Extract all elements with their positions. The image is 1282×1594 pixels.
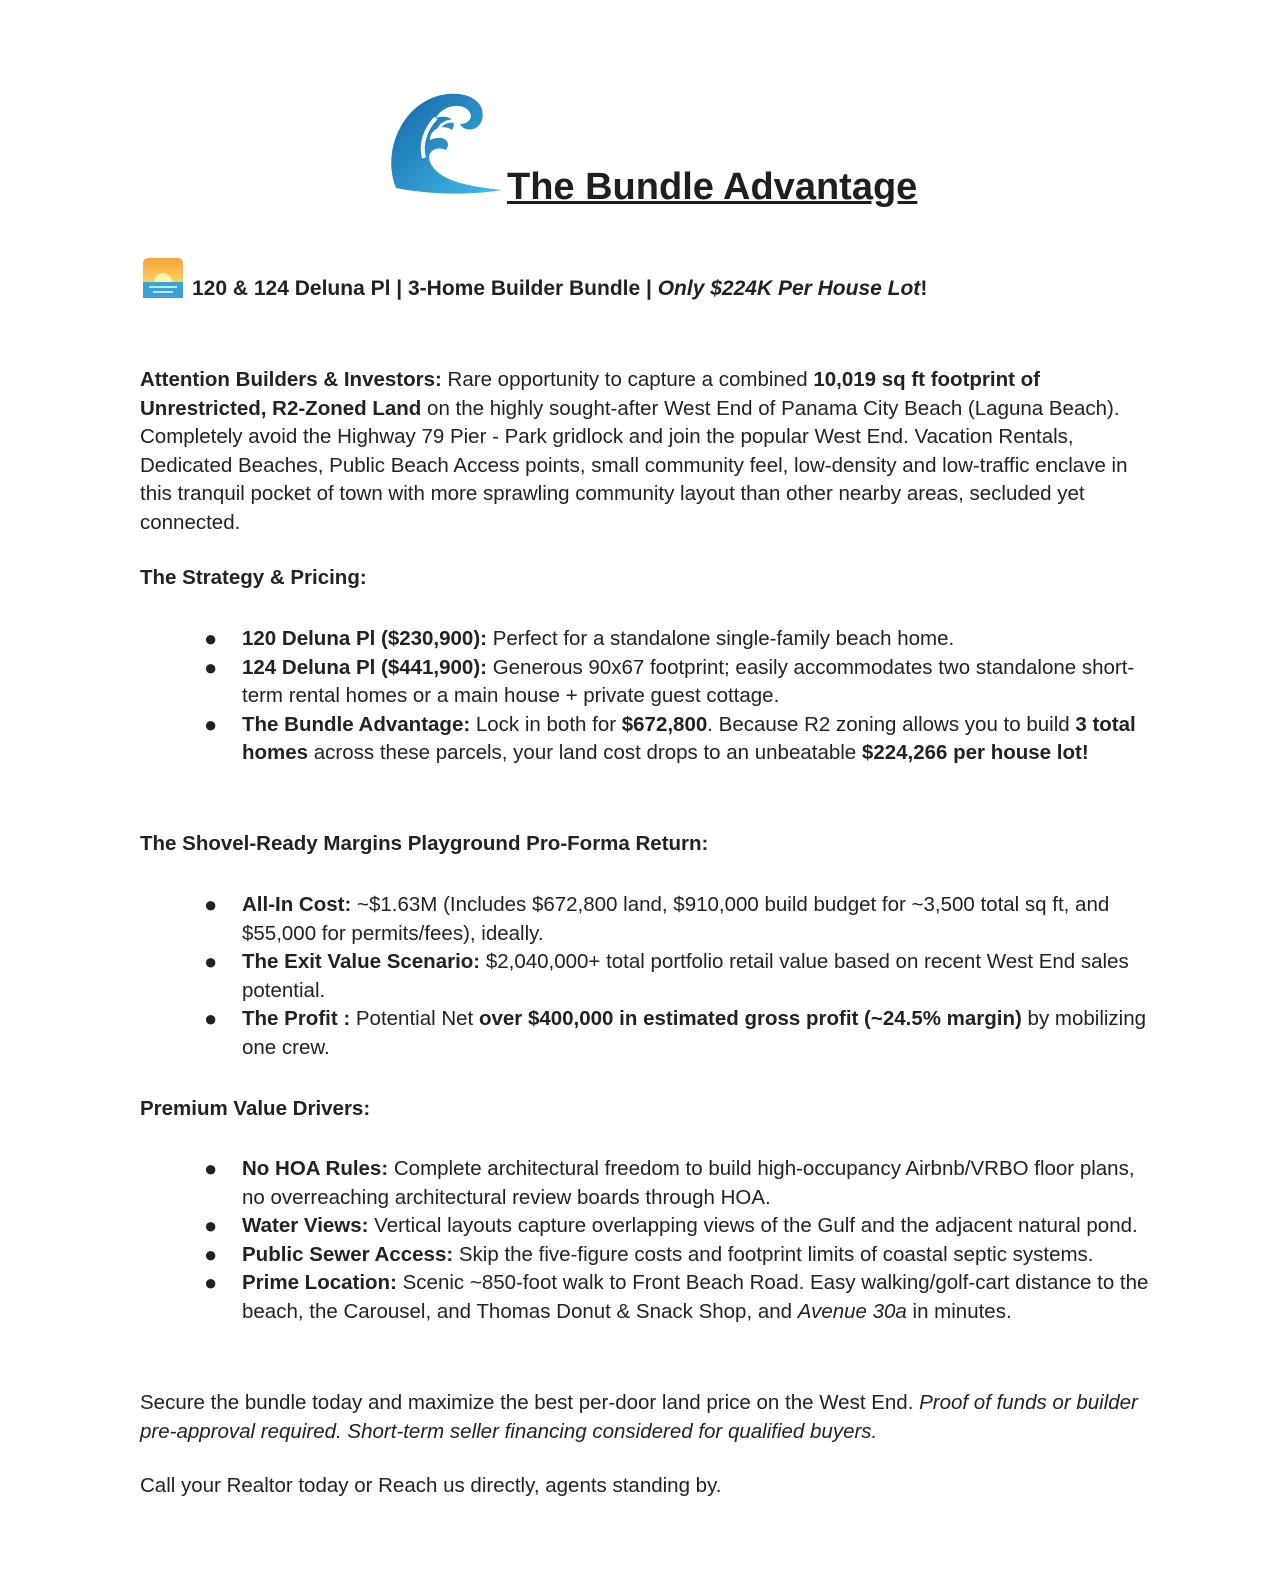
list-item: ● The Profit : Potential Net over $400,000 in estimated gross profit (~24.5% margin) by mobilizing one crew. xyxy=(204,1006,1147,1059)
wave-logo xyxy=(386,88,504,196)
list-item: ● 120 Deluna Pl ($230,900): Perfect for a standalone single-family beach home. xyxy=(204,626,955,651)
drivers-list xyxy=(140,1155,1160,1327)
list-item: ● Prime Location: Scenic ~850-foot walk to Front Beach Road. Easy walking/golf-cart distance to the beach, the Carousel, and Thomas Donut & Snack Shop, and Avenue 30a in minutes. xyxy=(204,1270,1149,1323)
list-item: ● Water Views: Vertical layouts capture overlapping views of the Gulf and the adjacent natural pond. xyxy=(204,1213,1138,1239)
intro-paragraph: Attention Builders & Investors: Rare opportunity to capture a combined 10,019 sq ft footprint of Unrestricted, R2-Zoned Land on the highly sought-after West End of Panama City Beach (Laguna Beach). Completely avoid the Highway 79 Pier - Park gridlock and join the popular West End. Vacation Rentals, Dedicated Beaches, Public Beach Access points, small community feel, low-density and low-traffic enclave in this tranquil pocket of town with more sprawling community layout than other nearby areas, secluded yet connected. xyxy=(140,368,1128,534)
margins-list xyxy=(140,891,1160,1063)
list-item: ● Public Sewer Access: Skip the five-figure costs and footprint limits of coastal septic systems. xyxy=(204,1241,1094,1267)
list-item: ● The Exit Value Scenario: $2,040,000+ total portfolio retail value based on recent West End sales potential. xyxy=(204,949,1129,1002)
call-to-action: Call your Realtor today or Reach us directly, agents standing by. xyxy=(140,1474,722,1497)
list-item: ● No HOA Rules: Complete architectural freedom to build high-occupancy Airbnb/VRBO floor plans, no overreaching architectural review boards through HOA. xyxy=(204,1156,1135,1209)
listing-subtitle: 120 & 124 Deluna Pl | 3-Home Builder Bundle | Only $224K Per House Lot! xyxy=(192,277,928,300)
list-item: ● The Bundle Advantage: Lock in both for $672,800. Because R2 zoning allows you to build 3 total homes across these parcels, your land cost drops to an unbeatable $224,266 per house lot! xyxy=(204,711,1136,765)
strategy-list xyxy=(140,625,1160,768)
list-item: ● All-In Cost: ~$1.63M (Includes $672,800 land, $910,000 build budget for ~3,500 total sq ft, and $55,000 for permits/fees), ideally. xyxy=(204,892,1110,945)
page-title: The Bundle Advantage xyxy=(507,166,918,208)
sunrise-icon xyxy=(143,258,183,298)
closing-paragraph: Secure the bundle today and maximize the best per-door land price on the West End. Proof of funds or builder pre-approval required. Short-term seller financing considered for qualified buyers. xyxy=(140,1391,1138,1443)
strategy-heading: The Strategy & Pricing: xyxy=(140,566,367,589)
list-item: ● 124 Deluna Pl ($441,900): Generous 90x67 footprint; easily accommodates two standalone short-term rental homes or a main house + private guest cottage. xyxy=(204,654,1135,708)
drivers-heading: Premium Value Drivers: xyxy=(140,1097,371,1120)
margins-heading: The Shovel-Ready Margins Playground Pro-Forma Return: xyxy=(140,832,709,855)
